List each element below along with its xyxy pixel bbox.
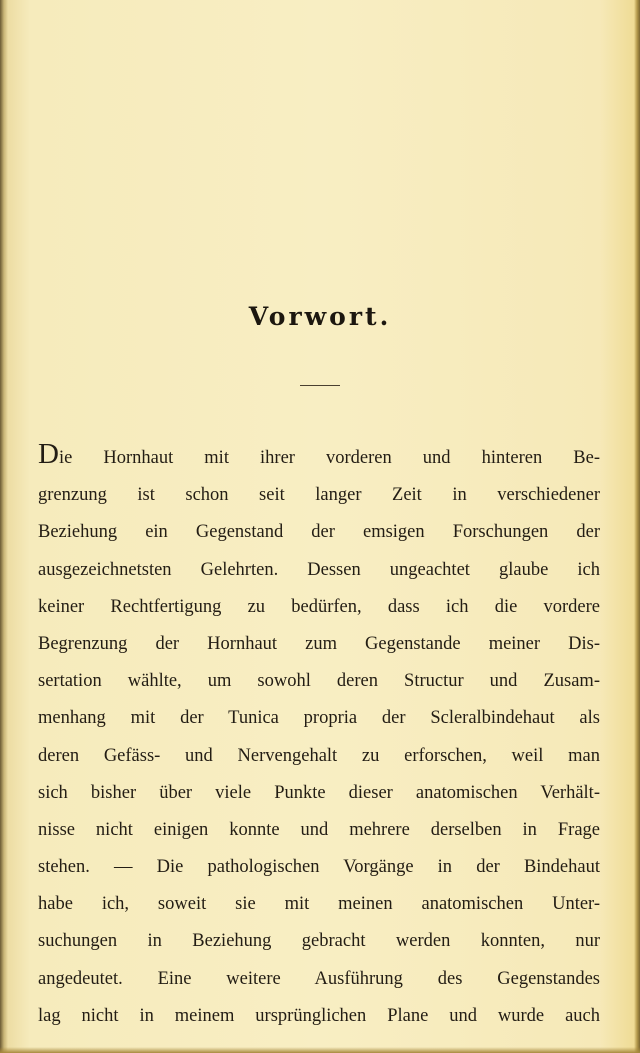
paragraph-line-1 bbox=[38, 440, 600, 477]
title-divider bbox=[300, 385, 340, 386]
paragraph-line: lag nicht in meinem ursprünglichen Plane und wurde auch bbox=[38, 1005, 600, 1026]
page-title: Vorwort. bbox=[248, 302, 392, 331]
paragraph-line: keiner Rechtfertigung zu bedürfen, dass ich die vordere bbox=[38, 596, 600, 617]
preface-paragraph bbox=[38, 440, 600, 1035]
paragraph-line: menhang mit der Tunica propria der Scleralbindehaut als bbox=[38, 708, 600, 729]
paragraph-line: sertation wählte, um sowohl deren Structur und Zusam- bbox=[38, 671, 600, 692]
paragraph-line: ausgezeichnetsten Gelehrten. Dessen ungeachtet glaube ich bbox=[38, 559, 600, 580]
paragraph-line: nisse nicht einigen konnte und mehrere derselben in Frage bbox=[38, 819, 600, 840]
paragraph-line: Begrenzung der Hornhaut zum Gegenstande meiner Dis- bbox=[38, 633, 600, 654]
paragraph-line: grenzung ist schon seit langer Zeit in verschiedener bbox=[38, 485, 600, 506]
page-bottom-edge bbox=[0, 1047, 640, 1053]
paragraph-line: habe ich, soweit sie mit meinen anatomischen Unter- bbox=[38, 894, 600, 915]
paragraph-line: deren Gefäss- und Nervengehalt zu erforschen, weil man bbox=[38, 745, 600, 766]
page-left-edge bbox=[0, 0, 8, 1053]
initial-letter: D bbox=[38, 438, 59, 470]
paragraph-line: sich bisher über viele Punkte dieser anatomischen Verhält- bbox=[38, 782, 600, 803]
paragraph-line: angedeutet. Eine weitere Ausführung des Gegenstandes bbox=[38, 968, 600, 989]
paragraph-line: stehen. — Die pathologischen Vorgänge in der Bindehaut bbox=[38, 857, 600, 878]
paragraph-line: suchungen in Beziehung gebracht werden konnten, nur bbox=[38, 931, 600, 952]
first-line-text: ie Hornhaut mit ihrer vorderen und hinteren Be- bbox=[58, 448, 600, 468]
paragraph-line: Beziehung ein Gegenstand der emsigen Forschungen der bbox=[38, 522, 600, 543]
page-right-edge bbox=[634, 0, 640, 1053]
